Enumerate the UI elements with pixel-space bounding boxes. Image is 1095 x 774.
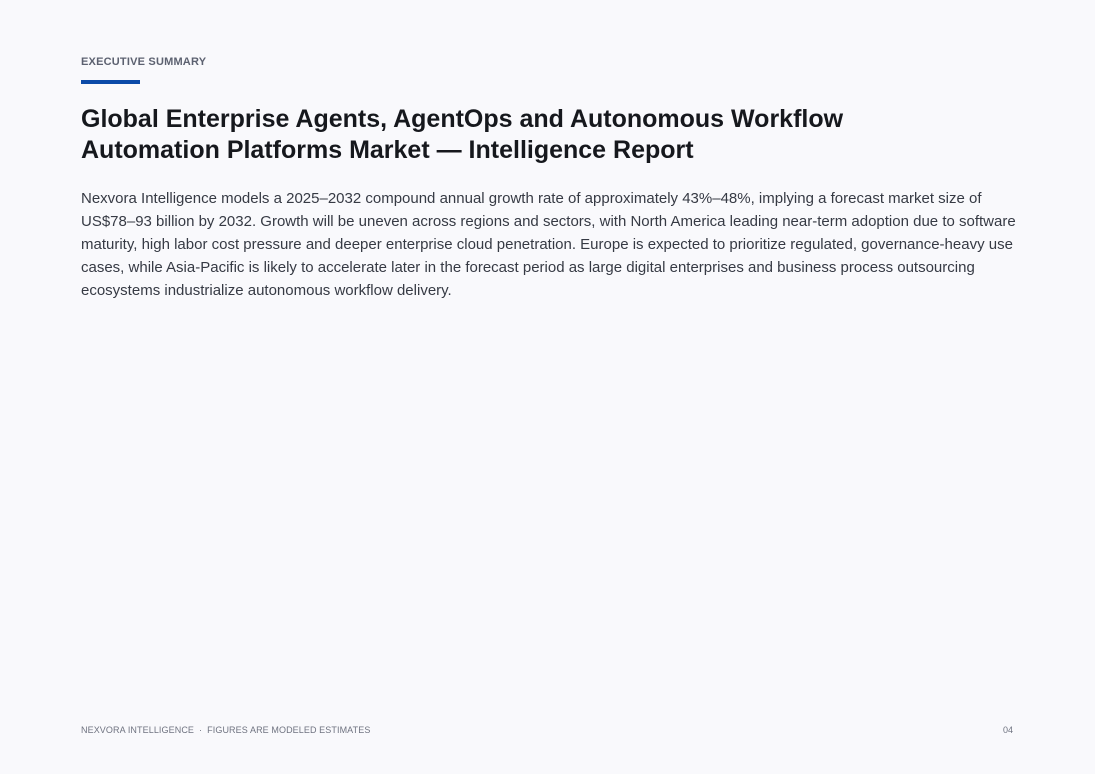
footer-brand: NEXVORA INTELLIGENCE xyxy=(81,725,195,735)
footer-separator: · xyxy=(199,725,203,735)
accent-rule xyxy=(81,80,140,84)
footer-note xyxy=(81,724,370,736)
section-label: EXECUTIVE SUMMARY xyxy=(81,56,207,68)
page-title: Global Enterprise Agents, AgentOps and Autonomous Workflow Automation Platforms Market — Intelligence Report xyxy=(81,105,844,164)
executive-summary-paragraph: Nexvora Intelligence models a 2025–2032 compound annual growth rate of approximately 43%–48%, implying a forecast market size of US$78–93 billion by 2032. Growth will be uneven across regions and sectors, with North America leading near-term adoption due to software maturity, high labor cost pressure and deeper enterprise cloud penetration. Europe is expected to prioritize regulated, governance-heavy use cases, while Asia-Pacific is likely to accelerate later in the forecast period as large digital enterprises and business process outsourcing ecosystems industrialize autonomous workflow delivery. xyxy=(81,190,1016,299)
page-number: 04 xyxy=(1002,725,1013,735)
footer-disclaimer: FIGURES ARE MODELED ESTIMATES xyxy=(207,725,371,735)
